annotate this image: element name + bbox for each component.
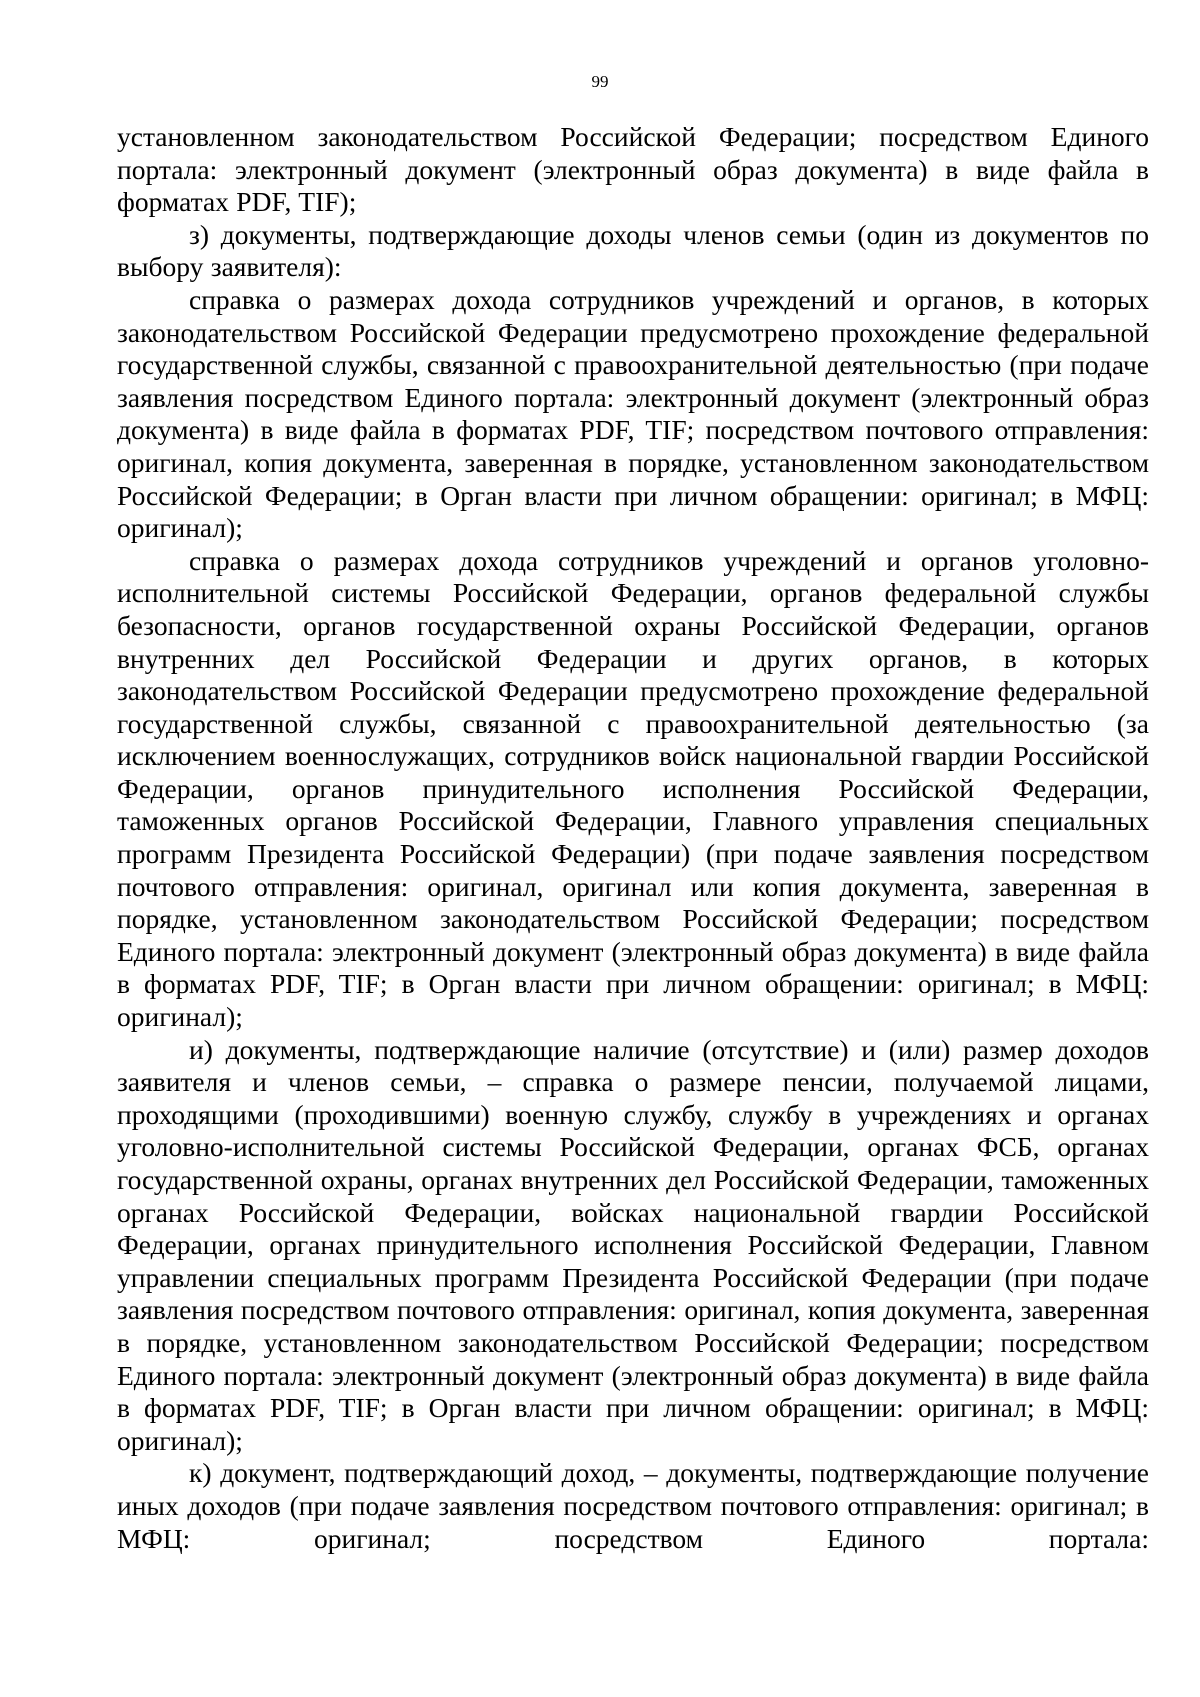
paragraph-income-certificate-security-agencies: справка о размерах дохода сотрудников учреждений и органов уголовно-исполнительной системы Российской Федерации, органов федеральной службы безопасности, органов государственной охраны Российской Федерации, органов внутренних дел Российской Федерации и других органов, в которых законодательством Российской Федерации предусмотрено прохождение федеральной государственной службы, связанной с правоохранительной деятельностью (за исключением военнослужащих, сотрудников войск национальной гвардии Российской Федерации, органов принудительного исполнения Российской Федерации, таможенных органов Российской Федерации, Главного управления специальных программ Президента Российской Федерации) (при подаче заявления посредством почтового отправления: оригинал, оригинал или копия документа, заверенная в порядке, установленном законодательством Российской Федерации; посредством Единого портала: электронный документ (электронный образ документа) в виде файла в форматах PDF, TIF; в Орган власти при личном обращении: оригинал; в МФЦ: оригинал);: [117, 544, 1149, 1033]
paragraph-item-k: к) документ, подтверждающий доход, – документы, подтверждающие получение иных доходов (при подаче заявления посредством почтового отправления: оригинал; в МФЦ: оригинал; посредством Единого портала:: [117, 1457, 1149, 1554]
paragraph-continuation: установленном законодательством Российской Федерации; посредством Единого портала: электронный документ (электронный образ документа) в виде файла в форматах PDF, TIF);: [117, 121, 1149, 218]
page-number: 99: [591, 72, 609, 91]
paragraph-item-i: и) документы, подтверждающие наличие (отсутствие) и (или) размер доходов заявителя и членов семьи, – справка о размере пенсии, получаемой лицами, проходящими (проходившими) военную службу, службу в учреждениях и органах уголовно-исполнительной системы Российской Федерации, органах ФСБ, органах государственной охраны, органах внутренних дел Российской Федерации, таможенных органах Российской Федерации, войсках национальной гвардии Российской Федерации, органах принудительного исполнения Российской Федерации, Главном управлении специальных программ Президента Российской Федерации (при подаче заявления посредством почтового отправления: оригинал, копия документа, заверенная в порядке, установленном законодательством Российской Федерации; посредством Единого портала: электронный документ (электронный образ документа) в виде файла в форматах PDF, TIF; в Орган власти при личном обращении: оригинал; в МФЦ: оригинал);: [117, 1033, 1149, 1456]
paragraph-item-z: з) документы, подтверждающие доходы членов семьи (один из документов по выбору заявителя):: [117, 218, 1149, 283]
paragraph-income-certificate-law-enforcement: справка о размерах дохода сотрудников учреждений и органов, в которых законодательством Российской Федерации предусмотрено прохождение федеральной государственной службы, связанной с правоохранительной деятельностью (при подаче заявления посредством Единого портала: электронный документ (электронный образ документа) в виде файла в форматах PDF, TIF; посредством почтового отправления: оригинал, копия документа, заверенная в порядке, установленном законодательством Российской Федерации; в Орган власти при личном обращении: оригинал; в МФЦ: оригинал);: [117, 283, 1149, 544]
body-text: [117, 121, 1149, 1555]
